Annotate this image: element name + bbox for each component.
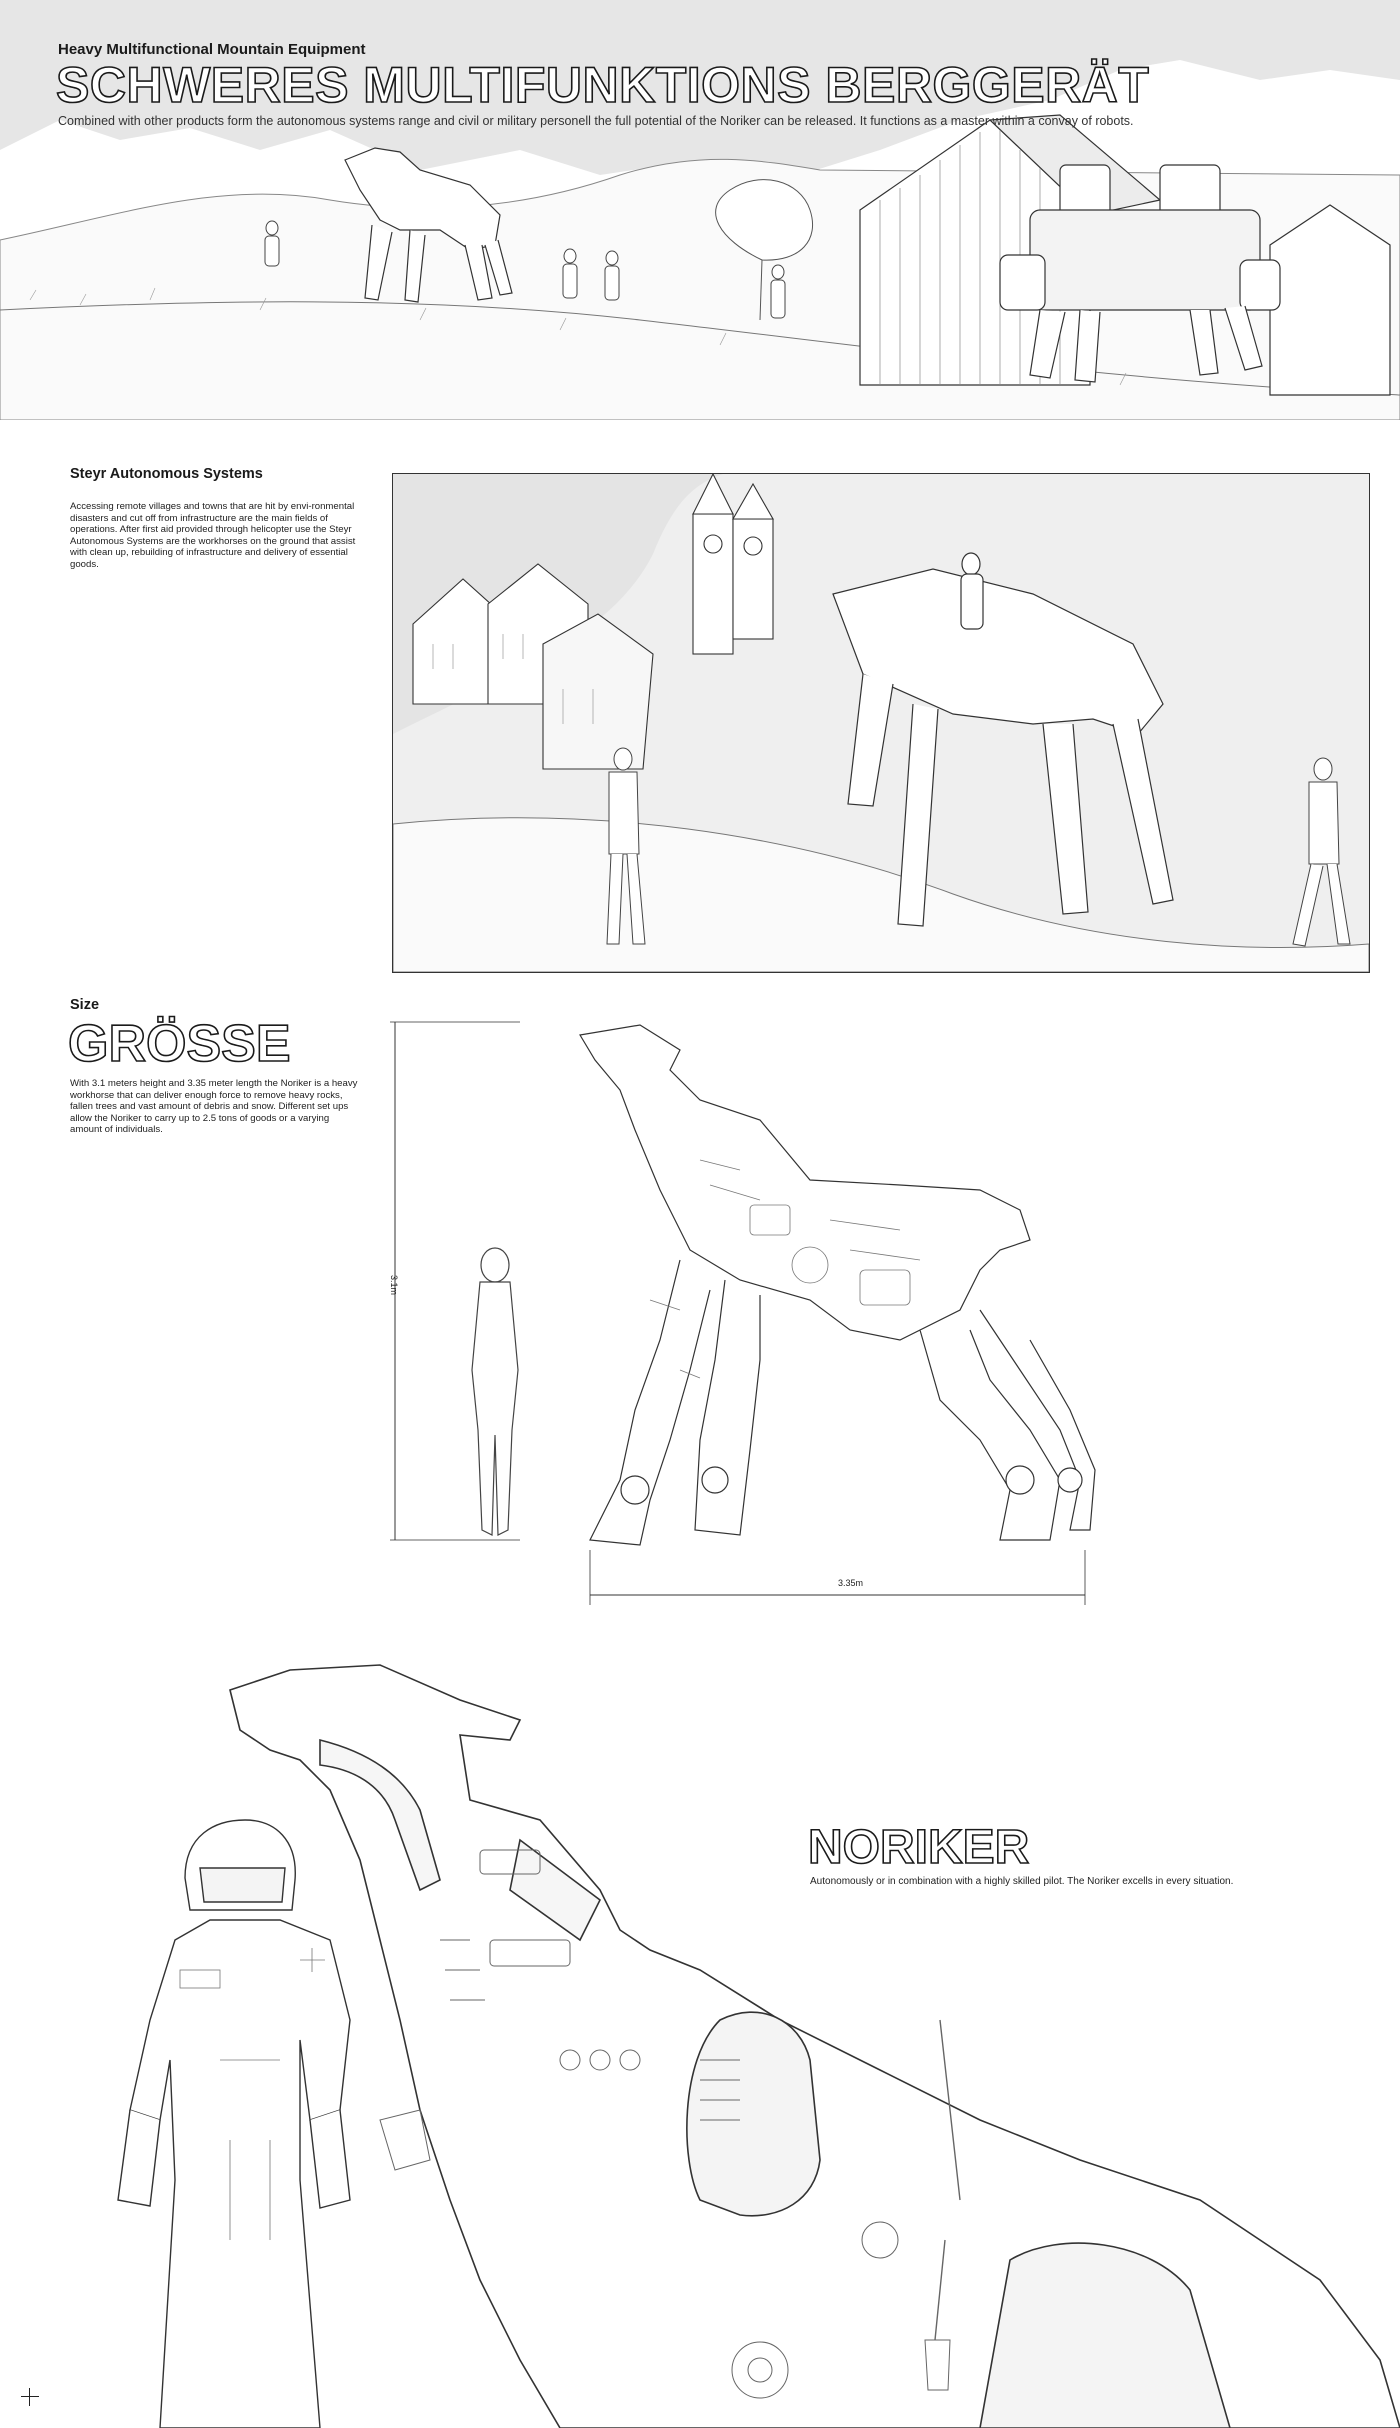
height-dimension-label: 3.1m bbox=[389, 1274, 400, 1296]
size-comparison-drawing bbox=[380, 1010, 1100, 1610]
size-body: With 3.1 meters height and 3.35 meter length the Noriker is a heavy workhorse that can deliver enough force to remove heavy rocks, fallen trees and vast amount of debris and snow. Different set ups allow the Noriker to carry up to 2.5 tons of goods or a varying amount of individuals. bbox=[70, 1078, 358, 1135]
page-title: SCHWERES MULTIFUNKTIONS BERGGERÄT bbox=[56, 57, 1150, 113]
systems-body: Accessing remote villages and towns that are hit by envi-ronmental disasters and cut off from infrastructure are the main fields of operations. After first aid provided through helicopter use the Steyr Autonomous Systems are the workhorses on the ground that assist with clean up, rebuilding of infrastructure and delivery of essential goods. bbox=[70, 501, 356, 570]
noriker-title: NORIKER bbox=[808, 1821, 1030, 1874]
size-title: GRÖSSE bbox=[68, 1015, 291, 1073]
intro-text: Combined with other products form the autonomous systems range and civil or military personell the full potential of the Noriker can be released. It functions as a master within a convay of robots. bbox=[58, 114, 1134, 128]
length-dimension-label: 3.35m bbox=[838, 1578, 864, 1588]
systems-heading: Steyr Autonomous Systems bbox=[70, 466, 263, 482]
village-scene-illustration bbox=[393, 474, 1369, 972]
noriker-body: Autonomously or in combination with a highly skilled pilot. The Noriker excells in every situation. bbox=[810, 1876, 1234, 1887]
page-kicker: Heavy Multifunctional Mountain Equipment bbox=[58, 41, 366, 58]
size-heading: Size bbox=[70, 997, 100, 1013]
village-scene-panel bbox=[392, 473, 1370, 973]
noriker-pilot-closeup-illustration bbox=[0, 1640, 1400, 2428]
